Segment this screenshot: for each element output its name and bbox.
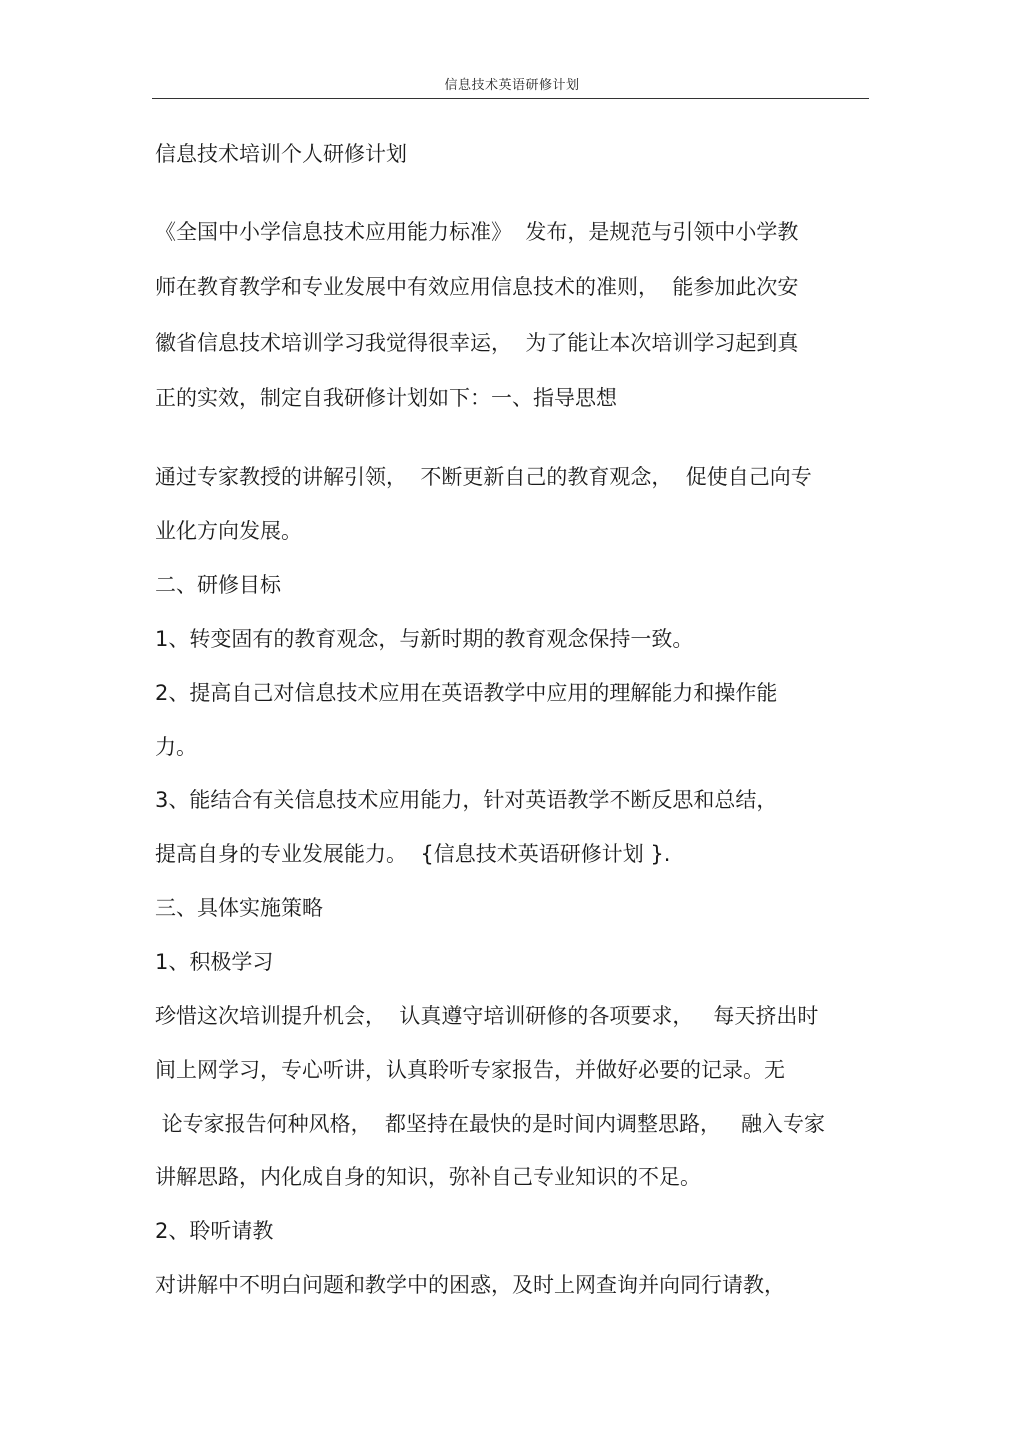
paragraph-line: 徽省信息技术培训学习我觉得很幸运， 为了能让本次培训学习起到真 — [155, 331, 799, 355]
list-item: 1、转变固有的教育观念，与新时期的教育观念保持一致。 — [155, 627, 694, 651]
paragraph-line: 业化方向发展。 — [155, 519, 302, 543]
paragraph-line: 对讲解中不明白问题和教学中的困惑，及时上网查询并向同行请教， — [155, 1273, 785, 1297]
list-item: 3、能结合有关信息技术应用能力，针对英语教学不断反思和总结， — [155, 788, 778, 812]
section-heading: 二、研修目标 — [155, 573, 281, 597]
paragraph-line: 《全国中小学信息技术应用能力标准》 发布，是规范与引领中小学教 — [155, 220, 799, 244]
list-item: 2、提高自己对信息技术应用在英语教学中应用的理解能力和操作能 — [155, 681, 778, 705]
document-title: 信息技术培训个人研修计划 — [155, 142, 407, 166]
paragraph-line: 师在教育教学和专业发展中有效应用信息技术的准则， 能参加此次安 — [155, 275, 799, 299]
paragraph-line: 珍惜这次培训提升机会， 认真遵守培训研修的各项要求， 每天挤出时 — [155, 1004, 819, 1028]
paragraph-line: 讲解思路，内化成自身的知识，弥补自己专业知识的不足。 — [155, 1165, 701, 1189]
paragraph-line: 间上网学习，专心听讲，认真聆听专家报告，并做好必要的记录。无 — [155, 1058, 785, 1082]
subsection-heading: 1、积极学习 — [155, 950, 274, 974]
subsection-heading: 2、聆听请教 — [155, 1219, 274, 1243]
list-item-continued: 力。 — [155, 735, 197, 759]
header-rule — [152, 98, 869, 99]
paragraph-line: 通过专家教授的讲解引领， 不断更新自己的教育观念， 促使自己向专 — [155, 465, 812, 489]
paragraph-line: 正的实效，制定自我研修计划如下：一、指导思想 — [155, 386, 617, 410]
running-header: 信息技术英语研修计划 — [444, 78, 580, 93]
paragraph-line: 论专家报告何种风格， 都坚持在最快的是时间内调整思路， 融入专家 — [155, 1112, 826, 1136]
list-item-continued: 提高自身的专业发展能力。 {信息技术英语研修计划 }. — [155, 842, 671, 866]
section-heading: 三、具体实施策略 — [155, 896, 323, 920]
